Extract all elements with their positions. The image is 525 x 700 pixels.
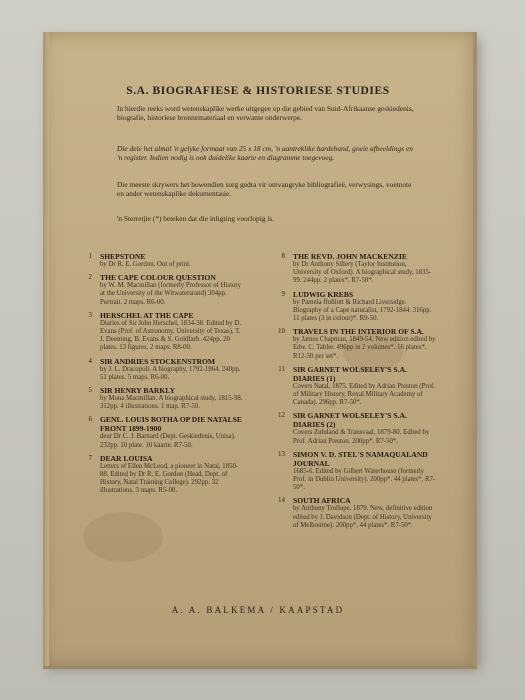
list-item [271, 290, 436, 324]
entry-description: Diaries of Sir John Herschel, 1834-38. Edited by D. Evans (Prof. of Astronomy, University of Texas), T. J. Deeming, B. Evans & S. Goldfarb. 424pp. 20 plates. 13 figures. 2 maps. R8-00. [100, 319, 242, 352]
entry-number: 4 [88, 356, 92, 365]
intro-paragraph: In hierdie reeks word wetenskaplike werke uitgegee op die gebied van Suid-Afrikaanse geskiedenis, biografie, historiese bronnemateriaal en verwante onderwerpe. [117, 104, 414, 122]
entry-description: by James Chapman, 1849-54. New edition edited by Edw. C. Tabler. 496pp in 2 volumes*. 16 plates*. R12-50 per set*. [293, 336, 436, 360]
book-back-cover [43, 32, 477, 669]
entry-description: deur Dr C. J. Barnard (Dept. Geskiedenis, Unisa). 232pp. 10 plate. 10 kaarte. R7-50. [100, 433, 236, 449]
list-item [78, 454, 243, 496]
series-title: S.A. BIOGRAFIESE & HISTORIESE STUDIES [126, 85, 390, 97]
entries-left-column [78, 252, 243, 500]
entry-title: DEAR LOUISA [100, 453, 153, 463]
entry-title: LUDWIG KREBS [293, 289, 354, 299]
list-item [78, 415, 243, 449]
entry-description: Letters of Ellen McLeod, a pioneer in Natal, 1850-88. Edited by Dr R. E. Gordon (Head, Dept. of History, Natal Training College). 292pp. 32 illustrations. 3 maps. R5-00. [100, 462, 239, 495]
entry-title: SIMON V. D. STEL'S NAMAQUALAND JOURNAL [293, 449, 428, 468]
entry-number: 12 [278, 411, 285, 420]
entry-description: 1685-6. Edited by Gilbert Waterhouse (formerly Prof. in Dublin University). 200pp*. 44 plates*. R7-50*. [293, 467, 436, 492]
list-item [271, 411, 436, 445]
entry-number: 6 [88, 415, 92, 424]
entry-description: by Pamela ffolliott & Richard Liversidge. Biography of a Cape naturalist, 1792-1844. 316pp. 11 plates (3 in colour)*. R9-50. [293, 298, 432, 323]
entry-number: 9 [281, 289, 285, 298]
entry-title: SIR GARNET WOLSELEY'S S.A. DIARIES (1) [293, 364, 407, 383]
entry-number: 3 [88, 310, 92, 319]
entry-description: by J. L. Dracopoli. A biography, 1792-1864. 240pp. 51 plates. 5 maps. R6-00. [100, 365, 241, 381]
list-item [78, 386, 243, 411]
entry-number: 13 [278, 449, 285, 458]
entry-title: SIR ANDRIES STOCKENSTROM [100, 356, 216, 366]
list-item [271, 327, 436, 361]
entry-title: THE REVD. JOHN MACKENZIE [293, 252, 407, 261]
authors-paragraph: Die meeste skrywers het bowendien sorg gedra vir omvangryke bibliografieë, verwysings, voetnote en ander wetenskaplike dokumentasie. [117, 180, 412, 198]
list-item [78, 273, 243, 307]
asterisk-note: 'n Sterretjie (*) beteken dat die inligting voorlopig is. [117, 214, 275, 223]
list-item [271, 365, 436, 408]
entry-number: 14 [278, 496, 285, 505]
entry-number: 8 [281, 252, 285, 260]
entry-description: by W. M. Macmillan (formerly Professor of History at the University of the Witwatersrand) 304pp. Portrait. 2 maps. R6-00. [100, 282, 242, 306]
entry-number: 7 [88, 453, 92, 462]
entry-description: by Dr Anthony Sillery (Taylor Institution, University of Oxford). A biographical study, 1835-99. 244pp. 2 plates*. R7-50*. [293, 261, 432, 285]
list-item [78, 357, 243, 382]
spine-edge [43, 32, 49, 666]
list-item [271, 496, 436, 530]
list-item [78, 252, 243, 269]
entry-description: by Mona Macmillan. A biographical study, 1815-98. 312pp. 4 illustrations. 1 map. R7-50. [100, 395, 243, 411]
format-paragraph: Die dele het almal 'n gelyke formaat van 25 x 18 cm, 'n aantreklike hardeband, goeie afbeeldings en 'n register. Indien nodig is ook duidelike kaarte en diagramme toegevoeg. [117, 144, 413, 162]
entry-title: THE CAPE COLOUR QUESTION [100, 273, 216, 283]
entry-number: 2 [88, 273, 92, 282]
stain [83, 512, 163, 562]
entries-right-column [271, 252, 436, 534]
entry-number: 5 [88, 386, 92, 395]
entry-title: GENL. LOUIS BOTHA OP DIE NATALSE FRONT 1899-1900 [100, 415, 242, 434]
entry-title: TRAVELS IN THE INTERIOR OF S.A. [293, 327, 424, 337]
entry-description: by Anthony Trollope, 1879. New, definitive edition edited by J. Davidson (Dept. of History, University of Melbourne). 200pp*. 44 plates*. R7-50*. [293, 505, 433, 529]
entry-number: 10 [278, 327, 285, 336]
entry-title: SIR GARNET WOLSELEY'S S.A. DIARIES (2) [293, 411, 407, 430]
entry-title: SOUTH AFRICA [293, 496, 351, 506]
entry-number: 1 [88, 252, 92, 260]
list-item [271, 252, 436, 286]
entry-description: by Dr R. E. Gordon. Out of print. [100, 261, 191, 268]
list-item [271, 450, 436, 493]
list-item [78, 311, 243, 353]
entry-title: SIR HENRY BARKLY [100, 386, 176, 396]
publisher-imprint: A. A. BALKEMA / KAAPSTAD [171, 605, 345, 615]
entry-title: SHEPSTONE [100, 252, 146, 261]
entry-number: 11 [278, 364, 285, 373]
entry-description: Covers Natal, 1875. Edited by Adrian Preston (Prof. of Military History, Royal Military Academy of Canada). 296pp. R7-50*. [293, 382, 435, 407]
entry-title: HERSCHEL AT THE CAPE [100, 310, 194, 320]
entry-description: Covers Zululand & Transvaal, 1879-80. Edited by Prof. Adrian Preston. 200pp*. R7-50*. [293, 429, 430, 445]
